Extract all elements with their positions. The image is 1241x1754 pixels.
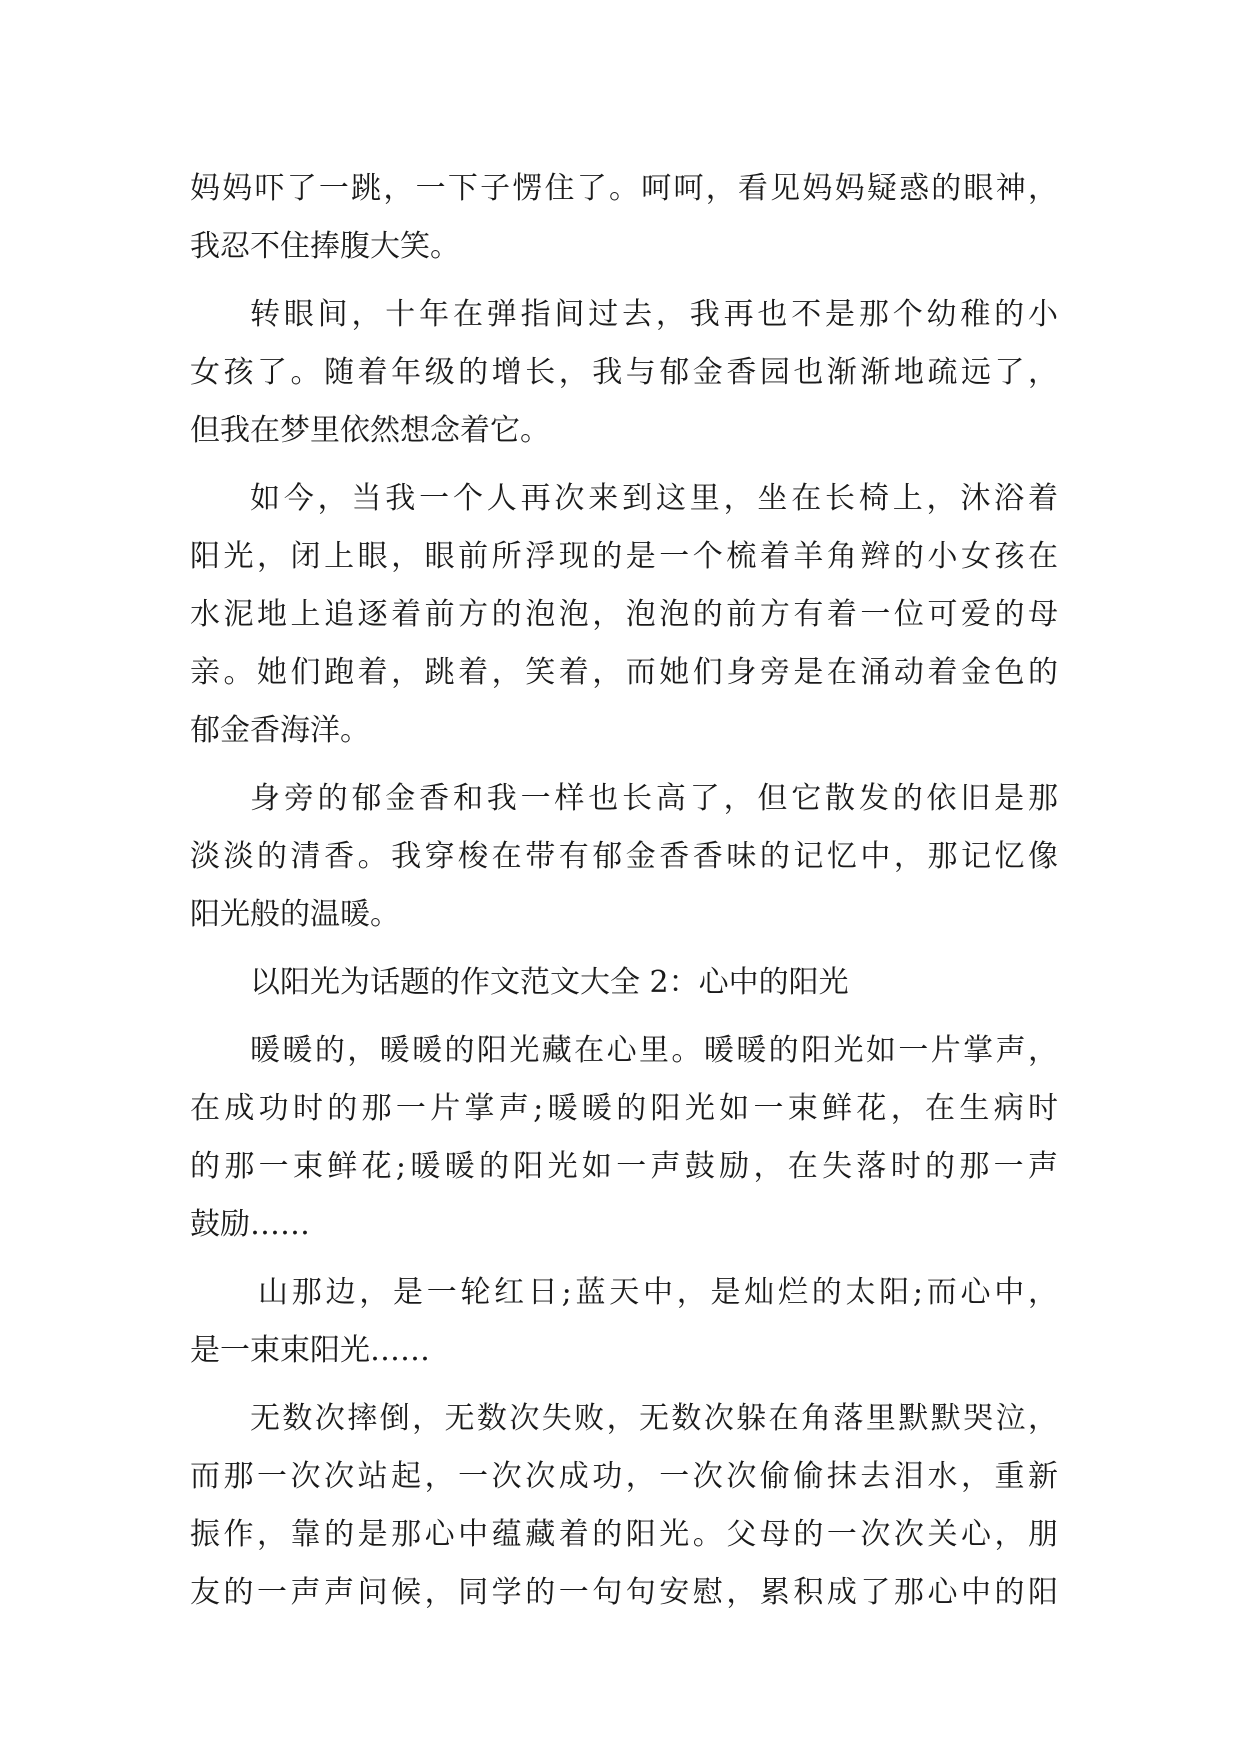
document-body (190, 160, 1058, 1622)
text-line: 振作，靠的是那心中蕴藏着的阳光。父母的一次次关心，朋 (190, 1517, 1058, 1552)
text-line: 亲。她们跑着，跳着，笑着，而她们身旁是在涌动着金色的 (190, 655, 1058, 690)
text-line: 郁金香海洋。 (190, 713, 370, 748)
text-line: 妈妈吓了一跳，一下子愣住了。呵呵，看见妈妈疑惑的眼神， (190, 171, 1058, 206)
paragraph (190, 1022, 1058, 1254)
text-line: 水泥地上追逐着前方的泡泡，泡泡的前方有着一位可爱的母 (190, 597, 1058, 632)
paragraph (190, 160, 1058, 276)
text-line: 暖暖的，暖暖的阳光藏在心里。暖暖的阳光如一片掌声， (250, 1033, 1058, 1068)
paragraph (190, 1264, 1058, 1380)
section-heading (190, 954, 1058, 1012)
section-heading-text: 以阳光为话题的作文范文大全 2：心中的阳光 (250, 965, 849, 1000)
text-line: 是一束束阳光…… (190, 1333, 430, 1368)
paragraph (190, 286, 1058, 460)
text-line: 在成功时的那一片掌声;暖暖的阳光如一束鲜花，在生病时 (190, 1091, 1058, 1126)
text-line: 无数次摔倒，无数次失败，无数次躲在角落里默默哭泣， (250, 1401, 1058, 1436)
text-line: 阳光，闭上眼，眼前所浮现的是一个梳着羊角辫的小女孩在 (190, 539, 1058, 574)
text-line: 的那一束鲜花;暖暖的阳光如一声鼓励，在失落时的那一声 (190, 1149, 1058, 1184)
paragraph (190, 1390, 1058, 1622)
text-line: 山那边，是一轮红日;蓝天中，是灿烂的太阳;而心中， (258, 1275, 1058, 1310)
text-line: 淡淡的清香。我穿梭在带有郁金香香味的记忆中，那记忆像 (190, 839, 1058, 874)
text-line: 阳光般的温暖。 (190, 897, 400, 932)
paragraph (190, 770, 1058, 944)
text-line: 我忍不住捧腹大笑。 (190, 229, 460, 264)
text-line: 而那一次次站起，一次次成功，一次次偷偷抹去泪水，重新 (190, 1459, 1058, 1494)
text-line: 如今，当我一个人再次来到这里，坐在长椅上，沐浴着 (250, 481, 1058, 516)
text-line: 友的一声声问候，同学的一句句安慰，累积成了那心中的阳 (190, 1575, 1058, 1610)
text-line: 转眼间，十年在弹指间过去，我再也不是那个幼稚的小 (250, 297, 1058, 332)
text-line: 身旁的郁金香和我一样也长高了，但它散发的依旧是那 (250, 781, 1058, 816)
text-line: 鼓励…… (190, 1207, 310, 1242)
text-line: 但我在梦里依然想念着它。 (190, 413, 550, 448)
paragraph (190, 470, 1058, 760)
text-line: 女孩了。随着年级的增长，我与郁金香园也渐渐地疏远了， (190, 355, 1058, 390)
